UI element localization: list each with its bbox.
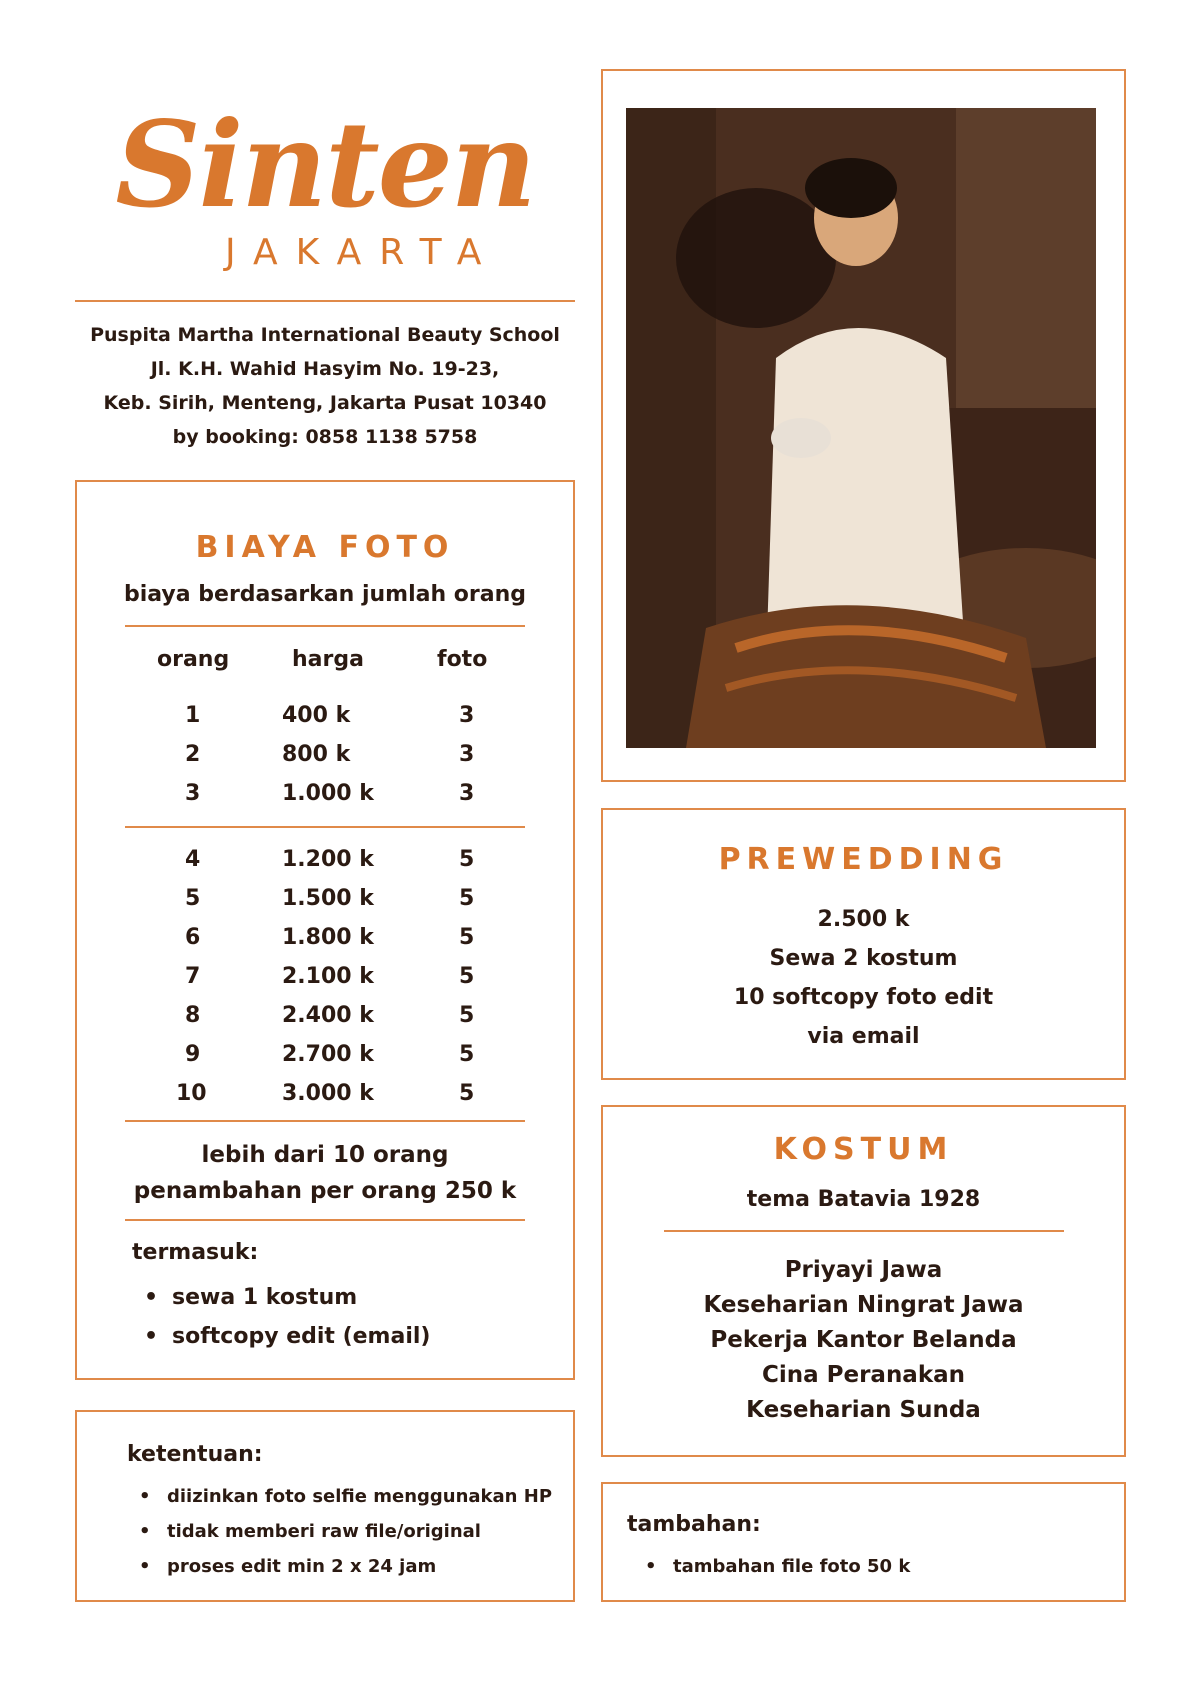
extra-person-note bbox=[77, 1137, 573, 1209]
kostum-panel bbox=[601, 1105, 1126, 1457]
kostum-subtitle: tema Batavia 1928 bbox=[746, 1187, 981, 1212]
tambahan-list bbox=[633, 1549, 910, 1584]
list-item: • diizinkan foto selfie menggunakan HP bbox=[127, 1479, 552, 1514]
table-row bbox=[77, 964, 577, 1002]
portrait-illustration bbox=[626, 108, 1096, 748]
cell-orang: 3 bbox=[185, 781, 201, 806]
price-table-header bbox=[77, 647, 577, 685]
cell-foto: 5 bbox=[459, 1042, 475, 1067]
brand-city: JAKARTA bbox=[225, 232, 500, 273]
includes-title: termasuk: bbox=[132, 1240, 259, 1265]
header-harga: harga bbox=[292, 647, 364, 672]
prewedding-panel bbox=[601, 808, 1126, 1080]
table-row bbox=[77, 703, 577, 741]
cell-foto: 5 bbox=[459, 925, 475, 950]
cell-foto: 5 bbox=[459, 1081, 475, 1106]
cell-foto: 3 bbox=[459, 781, 475, 806]
table-row bbox=[77, 1003, 577, 1041]
address-line-street: Jl. K.H. Wahid Hasyim No. 19-23, bbox=[150, 358, 500, 380]
address-line-city: Keb. Sirih, Menteng, Jakarta Pusat 10340 bbox=[103, 392, 547, 414]
portrait-photo bbox=[626, 108, 1096, 748]
brand-logo bbox=[75, 95, 575, 280]
list-item: • softcopy edit (email) bbox=[132, 1317, 430, 1356]
cell-harga: 2.700 k bbox=[282, 1042, 374, 1067]
address-line-school: Puspita Martha International Beauty School bbox=[90, 324, 560, 346]
brand-name: Sinten bbox=[115, 95, 535, 234]
table-row bbox=[77, 886, 577, 924]
cell-harga: 3.000 k bbox=[282, 1081, 374, 1106]
table-row bbox=[77, 847, 577, 885]
tambahan-title: tambahan: bbox=[627, 1512, 761, 1537]
cell-harga: 400 k bbox=[282, 703, 351, 728]
cell-orang: 10 bbox=[176, 1081, 207, 1106]
table-row bbox=[77, 1081, 577, 1119]
cell-foto: 5 bbox=[459, 964, 475, 989]
cell-foto: 3 bbox=[459, 703, 475, 728]
includes-list bbox=[132, 1278, 430, 1356]
list-item: • tambahan file foto 50 k bbox=[633, 1549, 910, 1584]
ketentuan-panel bbox=[75, 1410, 575, 1602]
address-block bbox=[75, 318, 575, 454]
cell-orang: 6 bbox=[185, 925, 201, 950]
cell-harga: 800 k bbox=[282, 742, 351, 767]
cell-orang: 7 bbox=[185, 964, 201, 989]
list-item: Pekerja Kantor Belanda bbox=[710, 1327, 1017, 1353]
header-divider bbox=[75, 300, 575, 302]
prewedding-title: PREWEDDING bbox=[718, 842, 1009, 877]
extra-line-1: lebih dari 10 orang bbox=[201, 1142, 449, 1168]
table-row bbox=[77, 925, 577, 963]
table-row bbox=[77, 742, 577, 780]
cell-orang: 8 bbox=[185, 1003, 201, 1028]
cell-orang: 9 bbox=[185, 1042, 201, 1067]
list-item: • sewa 1 kostum bbox=[132, 1278, 430, 1317]
biaya-divider-top bbox=[125, 625, 525, 627]
kostum-title: KOSTUM bbox=[773, 1132, 954, 1167]
cell-foto: 3 bbox=[459, 742, 475, 767]
cell-foto: 5 bbox=[459, 847, 475, 872]
cell-harga: 1.800 k bbox=[282, 925, 374, 950]
list-item: • proses edit min 2 x 24 jam bbox=[127, 1549, 552, 1584]
address-line-booking: by booking: 0858 1138 5758 bbox=[172, 426, 478, 448]
prewedding-price: 2.500 k bbox=[817, 907, 910, 932]
cell-orang: 4 bbox=[185, 847, 201, 872]
prewedding-line: 10 softcopy foto edit bbox=[733, 985, 994, 1010]
cell-harga: 2.400 k bbox=[282, 1003, 374, 1028]
header-foto: foto bbox=[437, 647, 488, 672]
prewedding-line: Sewa 2 kostum bbox=[769, 946, 958, 971]
table-row bbox=[77, 1042, 577, 1080]
cell-orang: 2 bbox=[185, 742, 201, 767]
prewedding-details bbox=[603, 900, 1124, 1056]
kostum-list bbox=[603, 1253, 1124, 1428]
ketentuan-list bbox=[127, 1479, 552, 1584]
list-item: Keseharian Ningrat Jawa bbox=[703, 1292, 1024, 1318]
table-row bbox=[77, 781, 577, 819]
cell-orang: 5 bbox=[185, 886, 201, 911]
cell-foto: 5 bbox=[459, 1003, 475, 1028]
tambahan-panel bbox=[601, 1482, 1126, 1602]
prewedding-line: via email bbox=[807, 1024, 920, 1049]
ketentuan-title: ketentuan: bbox=[127, 1442, 263, 1467]
list-item: Keseharian Sunda bbox=[746, 1397, 981, 1423]
cell-harga: 1.200 k bbox=[282, 847, 374, 872]
kostum-divider bbox=[664, 1230, 1064, 1232]
cell-harga: 2.100 k bbox=[282, 964, 374, 989]
list-item: • tidak memberi raw file/original bbox=[127, 1514, 552, 1549]
biaya-title: BIAYA FOTO bbox=[195, 530, 455, 565]
cell-harga: 1.000 k bbox=[282, 781, 374, 806]
list-item: Priyayi Jawa bbox=[784, 1257, 943, 1283]
list-item: Cina Peranakan bbox=[761, 1362, 966, 1388]
header-orang: orang bbox=[157, 647, 230, 672]
extra-line-2: penambahan per orang 250 k bbox=[133, 1178, 517, 1204]
cell-foto: 5 bbox=[459, 886, 475, 911]
biaya-divider-bottom bbox=[125, 1120, 525, 1122]
cell-harga: 1.500 k bbox=[282, 886, 374, 911]
biaya-subtitle: biaya berdasarkan jumlah orang bbox=[123, 582, 527, 607]
cell-orang: 1 bbox=[185, 703, 201, 728]
biaya-divider-mid bbox=[125, 826, 525, 828]
biaya-foto-panel bbox=[75, 480, 575, 1380]
biaya-divider-extra bbox=[125, 1219, 525, 1221]
